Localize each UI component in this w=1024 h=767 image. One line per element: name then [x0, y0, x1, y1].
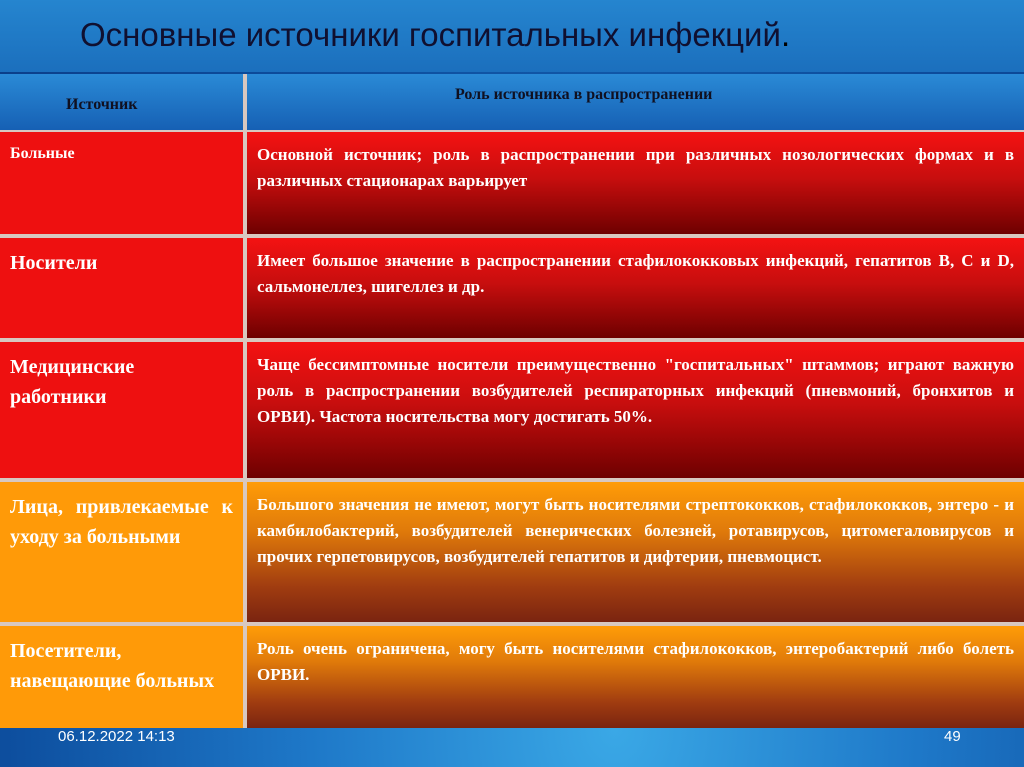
title-bar [0, 0, 1024, 72]
table-row-role [247, 482, 1024, 622]
role-text: Чаще бессимптомные носители преимущественно "госпитальных" штаммов; играют важную роль в распространении возбудителей респираторных инфекций (пневмоний, бронхитов и ОРВИ). Частота носительства могу достигать 50%. [257, 355, 1014, 426]
slide-title-text: Основные источники госпитальных инфекций [80, 16, 781, 53]
footer-date: 06.12.2022 14:13 [58, 728, 175, 745]
role-text: Роль очень ограничена, могу быть носителями стафилококков, энтеробактерий либо болеть ОРВИ. [257, 639, 1014, 684]
header-cell-role [247, 74, 1024, 130]
source-text: Медицинские работники [10, 356, 135, 408]
table-row-role [247, 342, 1024, 478]
source-text: Больные [10, 145, 75, 162]
table-row-source [0, 132, 243, 234]
header-role: Роль источника в распространении [455, 86, 713, 103]
source-text: Лица, привлекаемые к уходу за больными [10, 496, 233, 548]
sources-table [0, 74, 1024, 728]
header-source: Источник [66, 96, 138, 113]
role-text: Основной источник; роль в распространении при различных нозологических формах и в различных стационарах варьирует [257, 145, 1014, 190]
table-row-role [247, 238, 1024, 338]
slide-title [80, 16, 790, 54]
table-row-source [0, 342, 243, 478]
table-row-source [0, 626, 243, 728]
slide-title-period: . [780, 16, 791, 53]
table-row-source [0, 238, 243, 338]
source-text: Посетители, навещающие больных [10, 640, 215, 692]
role-text: Большого значения не имеют, могут быть носителями стрептококков, стафилококков, энтеро - и камбилобактерий, возбудителей венерических болезней, ротавирусов, цитомегаловирусов и прочих герпетовирусов, возбудителей гепатитов и дифтерии, пневмоцист. [257, 495, 1014, 566]
role-text: Имеет большое значение в распространении стафилококковых инфекций, гепатитов В, С и D, сальмонеллез, шигеллез и др. [257, 251, 1014, 296]
table-row-role [247, 626, 1024, 728]
header-cell-source [0, 74, 243, 130]
source-text: Носители [10, 252, 98, 274]
slide-number: 49 [944, 728, 961, 745]
table-row-role [247, 132, 1024, 234]
table-row-source [0, 482, 243, 622]
